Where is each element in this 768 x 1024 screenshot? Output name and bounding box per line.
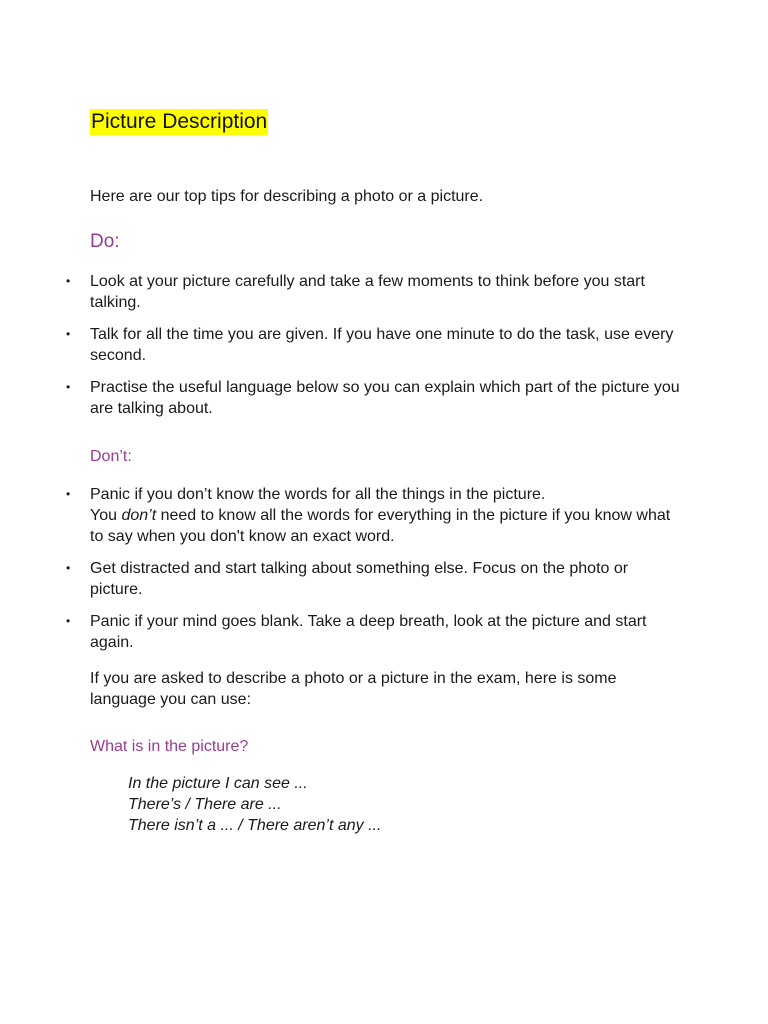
phrase-item: There isn’t a ... / There aren’t any ... [128, 817, 382, 834]
do-item-text: Look at your picture carefully and take a few moments to think before you start talking. [90, 273, 645, 311]
do-item-text: Talk for all the time you are given. If you have one minute to do the task, use every second. [90, 326, 674, 364]
do-heading: Do: [90, 231, 120, 252]
dont-item-text: Panic if your mind goes blank. Take a deep breath, look at the picture and start again. [90, 613, 647, 651]
dont-heading: Don’t: [90, 448, 132, 465]
phrase-item: There’s / There are ... [128, 796, 282, 813]
dont-item-detail: You don’t need to know all the words for everything in the picture if you know what to say when you don't know an exact word. [90, 507, 671, 545]
dont-item-text: Get distracted and start talking about something else. Focus on the photo or picture. [90, 560, 629, 598]
page-title: Picture Description [91, 110, 268, 133]
what-heading: What is in the picture? [90, 738, 249, 755]
bullet-icon: • [66, 487, 71, 501]
emphasis-text: don’t [121, 507, 157, 524]
bullet-icon: • [66, 561, 71, 575]
phrase-list [128, 773, 381, 836]
intro-text: Here are our top tips for describing a photo or a picture. [90, 188, 484, 205]
dont-item-text [90, 484, 680, 547]
exam-intro-text: If you are asked to describe a photo or a picture in the exam, here is some language you can use: [90, 670, 617, 708]
bullet-icon: • [66, 614, 71, 628]
do-item-text: Practise the useful language below so you can explain which part of the picture you are talking about. [90, 379, 680, 417]
phrase-item: In the picture I can see ... [128, 775, 308, 792]
bullet-icon: • [66, 327, 71, 341]
bullet-icon: • [66, 380, 71, 394]
dont-item-line: Panic if you don’t know the words for all the things in the picture. [90, 486, 546, 503]
bullet-icon: • [66, 274, 71, 288]
